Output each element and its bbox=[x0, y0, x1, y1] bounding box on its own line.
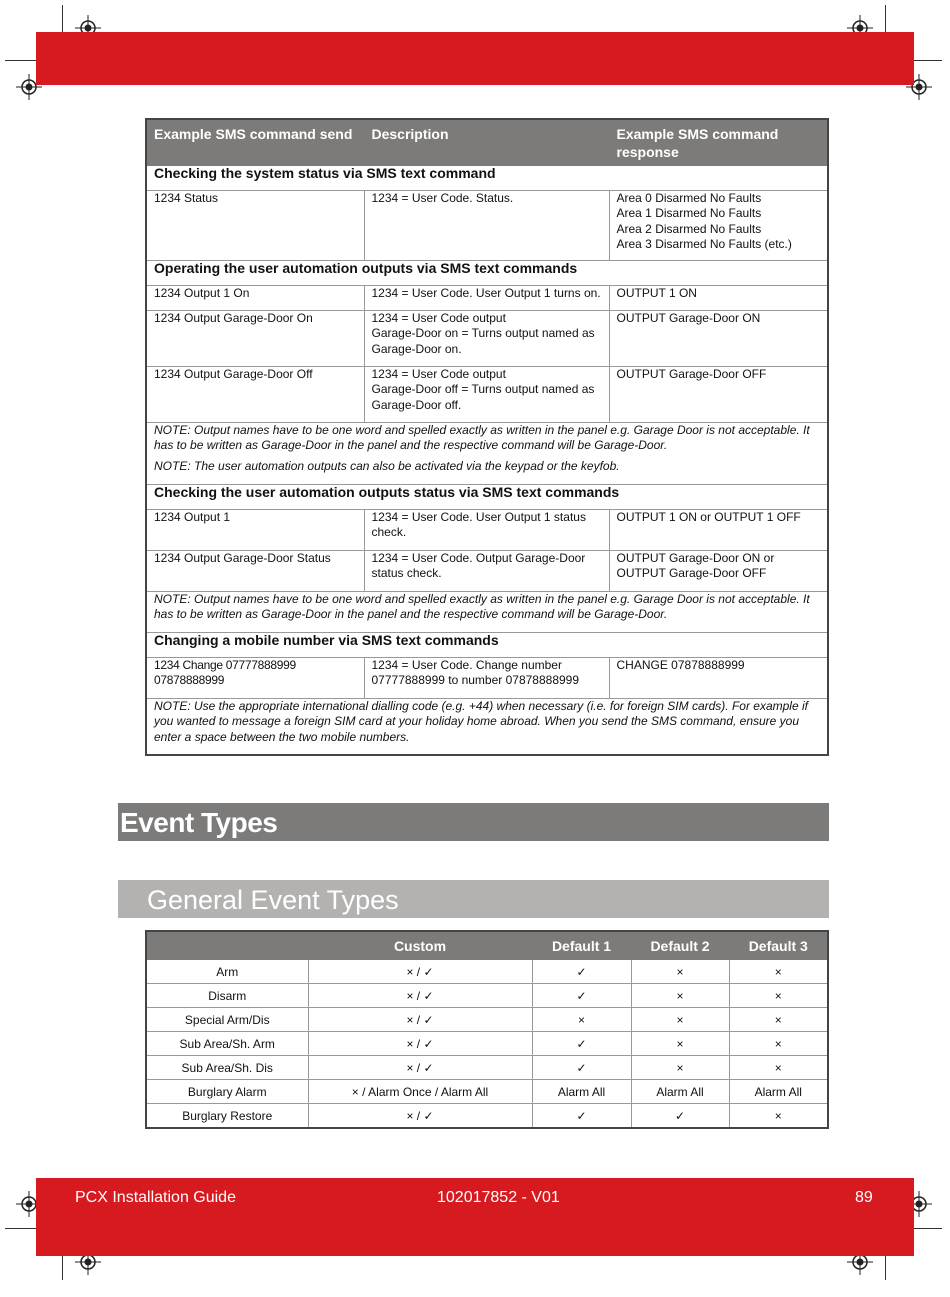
note-cell bbox=[146, 422, 828, 484]
column-header-default-1: Default 1 bbox=[532, 931, 631, 960]
cell-description bbox=[364, 366, 609, 422]
event-name: Special Arm/Dis bbox=[146, 1008, 308, 1032]
event-name: Burglary Restore bbox=[146, 1104, 308, 1129]
event-name: Disarm bbox=[146, 984, 308, 1008]
section-title: Operating the user automation outputs via SMS text commands bbox=[146, 260, 828, 285]
event-name: Sub Area/Sh. Dis bbox=[146, 1056, 308, 1080]
cell-default-1: Alarm All bbox=[532, 1080, 631, 1104]
header-band bbox=[36, 32, 914, 85]
desc-line: 1234 = User Code. Status. bbox=[371, 190, 514, 205]
resp-line: CHANGE 07878888999 bbox=[616, 657, 745, 672]
resp-line: OUTPUT Garage-Door ON bbox=[616, 310, 761, 325]
table-row bbox=[146, 960, 828, 984]
column-header-event bbox=[146, 931, 308, 960]
cell-description bbox=[364, 657, 609, 698]
column-header-default-3: Default 3 bbox=[729, 931, 828, 960]
desc-line: 1234 = User Code. Output Garage-Door bbox=[371, 550, 586, 565]
section-title: Changing a mobile number via SMS text commands bbox=[146, 632, 828, 657]
resp-line: Area 0 Disarmed No Faults bbox=[616, 190, 762, 205]
desc-line: Garage-Door on = Turns output named as bbox=[371, 326, 595, 340]
event-name: Burglary Alarm bbox=[146, 1080, 308, 1104]
note-row bbox=[146, 422, 828, 484]
table-row bbox=[146, 310, 828, 366]
cell-description bbox=[364, 285, 609, 310]
cell-default-1: ✓ bbox=[532, 1104, 631, 1129]
resp-line: Area 2 Disarmed No Faults bbox=[616, 221, 762, 236]
cell-default-3: × bbox=[729, 1008, 828, 1032]
cell-default-2: × bbox=[631, 1008, 729, 1032]
cell-response bbox=[609, 550, 828, 591]
cell-default-1: ✓ bbox=[532, 984, 631, 1008]
heading-text: Event Types bbox=[120, 807, 278, 838]
table-row bbox=[146, 984, 828, 1008]
cell-default-2: ✓ bbox=[631, 1104, 729, 1129]
desc-line: 07777888999 to number 07878888999 bbox=[371, 673, 580, 687]
footer-guide-title: PCX Installation Guide bbox=[75, 1189, 236, 1206]
table-row bbox=[146, 1056, 828, 1080]
cell-default-1: ✓ bbox=[532, 1032, 631, 1056]
note-row bbox=[146, 591, 828, 632]
section-title: Checking the system status via SMS text command bbox=[146, 165, 828, 190]
table-row bbox=[146, 1008, 828, 1032]
cell-default-3: × bbox=[729, 1032, 828, 1056]
table-row bbox=[146, 285, 828, 310]
table-header-row bbox=[146, 931, 828, 960]
table-row bbox=[146, 657, 828, 698]
desc-line: 1234 = User Code output bbox=[371, 366, 506, 381]
cell-response bbox=[609, 366, 828, 422]
desc-line: 1234 = User Code output bbox=[371, 310, 506, 325]
cell-custom: × / ✓ bbox=[308, 1008, 532, 1032]
subsection-heading-general-event-types bbox=[118, 880, 829, 918]
note-text: NOTE: Output names have to be one word and spelled exactly as written in the panel e.g. Garage Door is not acceptable. It has to be written as Garage-Door in the panel and the respective command will be Garage-Door. bbox=[154, 591, 810, 621]
event-name: Arm bbox=[146, 960, 308, 984]
section-heading-row bbox=[146, 260, 828, 285]
column-header-custom: Custom bbox=[308, 931, 532, 960]
cell-default-2: × bbox=[631, 1056, 729, 1080]
cell-custom: × / Alarm Once / Alarm All bbox=[308, 1080, 532, 1104]
cell-send: 1234 Status bbox=[146, 190, 364, 260]
column-header-response: Example SMS command response bbox=[609, 119, 828, 165]
cell-description bbox=[364, 550, 609, 591]
cell-default-2: Alarm All bbox=[631, 1080, 729, 1104]
cell-response bbox=[609, 285, 828, 310]
desc-line: status check. bbox=[371, 566, 442, 580]
page-number: 89 bbox=[855, 1189, 873, 1206]
cell-custom: × / ✓ bbox=[308, 960, 532, 984]
cell-default-1: × bbox=[532, 1008, 631, 1032]
cell-default-3: × bbox=[729, 960, 828, 984]
cell-description bbox=[364, 310, 609, 366]
note-text: NOTE: The user automation outputs can also be activated via the keypad or the keyfob. bbox=[154, 458, 620, 473]
cell-description bbox=[364, 509, 609, 550]
cell-send: 1234 Output 1 bbox=[146, 509, 364, 550]
cell-default-3: × bbox=[729, 1104, 828, 1129]
cell-custom: × / ✓ bbox=[308, 984, 532, 1008]
resp-line: OUTPUT Garage-Door OFF bbox=[616, 366, 767, 381]
event-name: Sub Area/Sh. Arm bbox=[146, 1032, 308, 1056]
section-heading-row bbox=[146, 165, 828, 190]
column-header-description: Description bbox=[364, 119, 609, 165]
resp-line: OUTPUT Garage-Door OFF bbox=[616, 566, 767, 580]
cell-default-2: × bbox=[631, 984, 729, 1008]
table-row bbox=[146, 190, 828, 260]
table-header-row bbox=[146, 119, 828, 165]
cell-send: 1234 Output 1 On bbox=[146, 285, 364, 310]
desc-line: Garage-Door on. bbox=[371, 341, 462, 356]
footer-document-number: 102017852 - V01 bbox=[437, 1189, 560, 1206]
table-row bbox=[146, 1032, 828, 1056]
resp-line: OUTPUT Garage-Door ON or bbox=[616, 550, 775, 565]
table-row bbox=[146, 509, 828, 550]
cell-send: 1234 Change 07777888999 07878888999 bbox=[146, 657, 364, 698]
cell-default-3: Alarm All bbox=[729, 1080, 828, 1104]
cell-description bbox=[364, 190, 609, 260]
cell-custom: × / ✓ bbox=[308, 1104, 532, 1129]
cell-default-2: × bbox=[631, 960, 729, 984]
cell-response bbox=[609, 657, 828, 698]
resp-line: OUTPUT 1 ON or OUTPUT 1 OFF bbox=[616, 509, 801, 524]
cell-response bbox=[609, 310, 828, 366]
note-text: NOTE: Use the appropriate international dialling code (e.g. +44) when necessary (i.e. for foreign SIM cards). For example if you wanted to message a foreign SIM card at your holiday home abroad. When you send the SMS command, ensure you enter a space between the two mobile numbers. bbox=[154, 698, 808, 744]
desc-line: 1234 = User Code. User Output 1 status bbox=[371, 509, 586, 524]
desc-line: 1234 = User Code. Change number bbox=[371, 657, 562, 672]
cell-send: 1234 Output Garage-Door Off bbox=[146, 366, 364, 422]
sms-command-table bbox=[145, 118, 829, 756]
cell-send: 1234 Output Garage-Door Status bbox=[146, 550, 364, 591]
event-types-table bbox=[145, 930, 829, 1129]
note-row bbox=[146, 698, 828, 755]
resp-line: Area 1 Disarmed No Faults bbox=[616, 206, 762, 220]
table-row bbox=[146, 1104, 828, 1129]
desc-line: check. bbox=[371, 525, 407, 539]
heading-text: General Event Types bbox=[147, 885, 399, 915]
section-heading-row bbox=[146, 484, 828, 509]
desc-line: Garage-Door off. bbox=[371, 397, 462, 412]
cell-default-2: × bbox=[631, 1032, 729, 1056]
column-header-send: Example SMS command send bbox=[146, 119, 364, 165]
cell-custom: × / ✓ bbox=[308, 1032, 532, 1056]
cell-default-3: × bbox=[729, 984, 828, 1008]
note-cell bbox=[146, 591, 828, 632]
section-heading-row bbox=[146, 632, 828, 657]
cell-default-3: × bbox=[729, 1056, 828, 1080]
section-title: Checking the user automation outputs status via SMS text commands bbox=[146, 484, 828, 509]
table-row bbox=[146, 366, 828, 422]
cell-response bbox=[609, 509, 828, 550]
cell-custom: × / ✓ bbox=[308, 1056, 532, 1080]
resp-line: Area 3 Disarmed No Faults (etc.) bbox=[616, 237, 792, 251]
resp-line: OUTPUT 1 ON bbox=[616, 285, 697, 300]
desc-line: Garage-Door off = Turns output named as bbox=[371, 382, 595, 396]
cell-default-1: ✓ bbox=[532, 1056, 631, 1080]
note-text: NOTE: Output names have to be one word and spelled exactly as written in the panel e.g. Garage Door is not acceptable. It has to be written as Garage-Door in the panel and the respective command will be Garage-Door. bbox=[154, 422, 810, 452]
cell-response bbox=[609, 190, 828, 260]
section-heading-event-types bbox=[118, 803, 829, 841]
desc-line: 1234 = User Code. User Output 1 turns on. bbox=[371, 285, 601, 300]
column-header-default-2: Default 2 bbox=[631, 931, 729, 960]
table-row bbox=[146, 550, 828, 591]
table-row bbox=[146, 1080, 828, 1104]
note-cell bbox=[146, 698, 828, 755]
cell-send: 1234 Output Garage-Door On bbox=[146, 310, 364, 366]
cell-default-1: ✓ bbox=[532, 960, 631, 984]
